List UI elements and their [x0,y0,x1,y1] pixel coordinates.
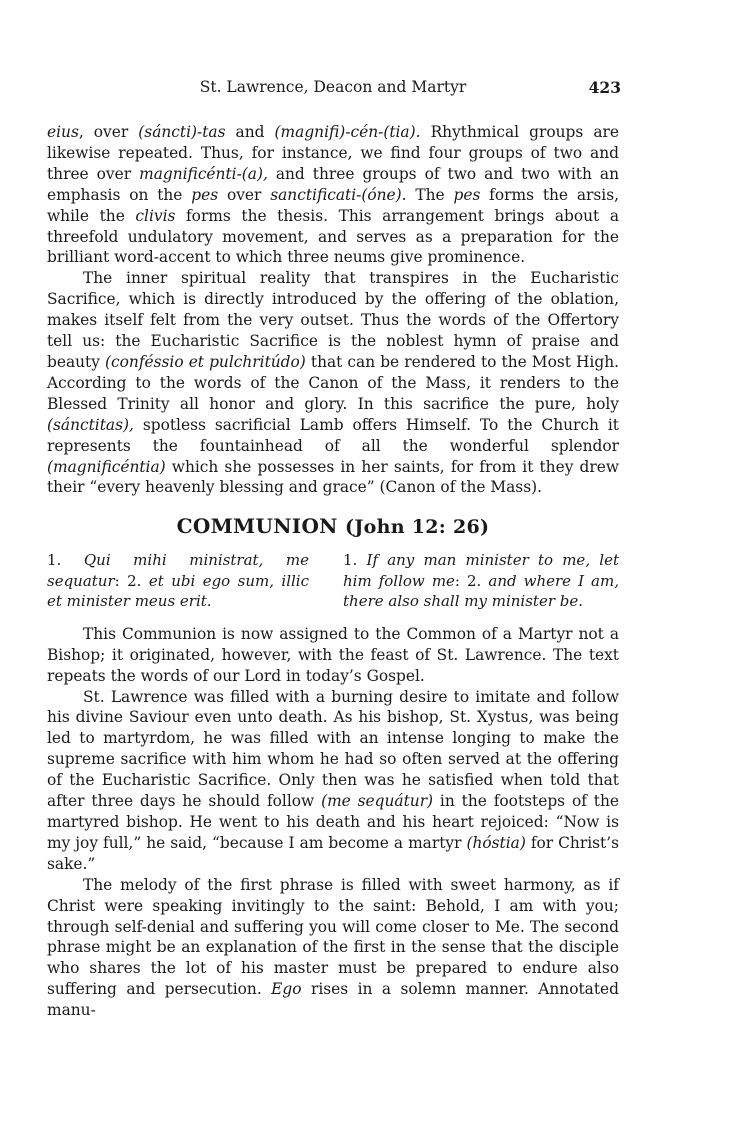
paragraph-st-lawrence [47,687,619,875]
italic-run: clivis [135,206,176,225]
text-run: : 2. [114,571,149,590]
italic-run: Ego [271,980,302,999]
communion-heading [47,514,619,538]
text-run: forms the thesis. This arrangement brings about a threefold undulatory movement, and serves as a preparation for the brilliant word-accent to which three neums give prominence. [47,206,619,267]
scripture-reference: (John 12: 26) [345,516,490,539]
italic-run: If any man minister to me, let him follow me [343,551,619,590]
text-run: and [225,123,275,141]
paragraph-rhythmical-groups [47,122,619,268]
text-run: The inner spiritual reality that transpires in the Eucharistic Sacrifice, which is directly introduced by the offering of the oblation, makes itself felt from the very outset. Thus the words of the Offertory tell us: the Eucharistic Sacrifice is the noblest hymn of praise and beauty [47,269,619,371]
text-run: : 2. [454,571,489,590]
text-run: The melody of the first phrase is filled with sweet harmony, as if Christ were speaking invitingly to the saint: Behold, I am with you; through self-denial and suffering you will come closer to Me. The second phrase might be an explanation of the first in the sense that the disciple who shares the lot of his master must be prepared to endure also suffering and persecution. [47,875,619,999]
text-run: spotless sacrificial Lamb offers Himself. To the Church it represents the fountainhead of all the wonderful splendor [47,415,619,455]
text-run: for Christ’s sake.” [47,833,620,873]
latin-text [47,550,309,612]
italic-run: sanctificati-(óne). [270,185,407,204]
paragraph-melody [47,875,619,1021]
text-run: in the footsteps of the martyred bishop. He went to his death and his heart rejoiced: “Now is my joy full,” he said, “because I am become a martyr [47,792,619,852]
italic-run: et ubi ego sum, illic et minister meus erit. [47,571,309,611]
text-run: over [218,185,271,204]
italic-run: (conféssio et pulchritúdo) [105,352,306,371]
page-number: 423 [588,78,621,97]
italic-run: pes [453,185,481,204]
italic-run: (sáncti)-tas [138,123,226,141]
italic-run: (magnifi)-cén-(tia). [274,123,421,141]
english-translation [343,550,619,612]
italic-run: (me sequátur) [321,792,434,811]
italic-run: eius [47,123,79,141]
text-run: which she possesses in her saints, for from it they drew their “every heavenly blessing and grace” (Canon of the Mass). [47,457,619,497]
text-run: forms the arsis, while the [47,185,620,225]
italic-run: (magnificéntia) [47,457,166,476]
italic-run: (hóstia) [466,833,526,852]
text-run: , over [78,123,139,141]
italic-run: and where I am, there also shall my minister be. [343,571,619,611]
text-run: The [406,185,454,204]
text-run: 1. [47,551,84,570]
text-run: rises in a solemn manner. Annotated manu- [47,980,619,1020]
running-title: St. Lawrence, Deacon and Martyr [199,78,467,96]
italic-run: pes [191,185,219,204]
text-run: This Communion is now assigned to the Common of a Martyr not a Bishop; it originated, however, with the feast of St. Lawrence. The text repeats the words of our Lord in today’s Gospel. [47,624,619,685]
italic-run: magnificénti-(a), [139,164,268,183]
paragraph-common-of-martyr [47,624,619,687]
italic-run: (sánctitas), [47,415,134,434]
running-header [47,78,619,100]
italic-run: Qui mihi ministrat, me sequatur [47,551,309,590]
communion-text [47,550,619,612]
text-run: St. Lawrence was filled with a burning desire to imitate and follow his divine Saviour even unto death. As his bishop, St. Xystus, was being led to martyrdom, he was filled with an intense longing to make the supreme sacrifice with him whom he had so often served at the offering of the Eucharistic Sacrifice. Only then was he satisfied when told that after three days he should follow [47,687,619,811]
text-run: that can be rendered to the Most High. According to the words of the Canon of the Mass, it renders to the Blessed Trinity all honor and glory. In this sacrifice the pure, holy [47,352,620,413]
paragraph-spiritual-reality [47,268,619,498]
text-run: and three groups of two and two with an emphasis on the [47,164,619,204]
book-page [47,78,619,1021]
section-title: COMMUNION [176,514,338,539]
text-run: 1. [343,551,367,570]
text-run: Rhythmical groups are likewise repeated. Thus, for instance, we find four groups of two and three over [47,123,619,183]
